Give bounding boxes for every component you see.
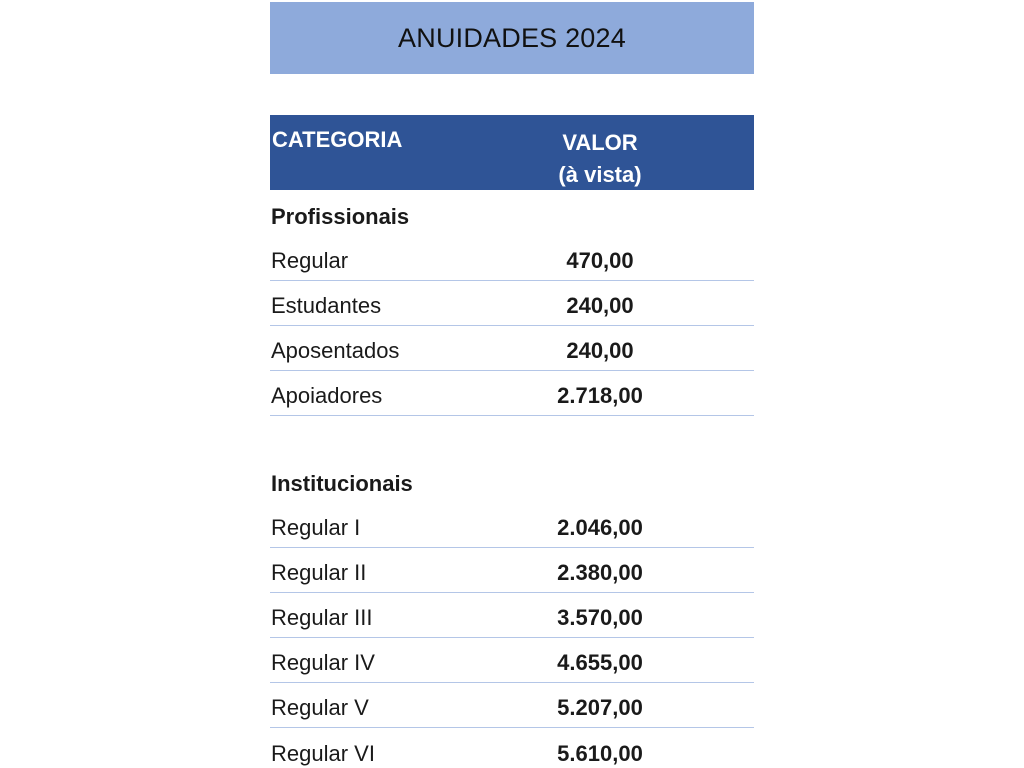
row-category: Apoiadores	[271, 383, 383, 408]
row-category: Aposentados	[271, 338, 400, 363]
row-category: Regular III	[271, 605, 373, 630]
column-header-value-line2: (à vista)	[558, 162, 642, 187]
column-header-category: CATEGORIA	[272, 127, 403, 152]
row-category: Regular	[271, 248, 349, 273]
table-row	[270, 371, 754, 416]
table-row	[270, 728, 754, 768]
section-spacer	[270, 416, 754, 457]
row-value: 5.207,00	[557, 695, 643, 720]
row-value: 5.610,00	[557, 741, 643, 766]
table-row	[270, 548, 754, 593]
table-row	[270, 281, 754, 326]
row-category: Regular IV	[271, 650, 375, 675]
row-value: 240,00	[566, 293, 634, 318]
row-category: Regular I	[271, 515, 361, 540]
row-value: 4.655,00	[557, 650, 643, 675]
table-row	[270, 683, 754, 728]
page-title: ANUIDADES 2024	[398, 22, 626, 53]
title-banner	[270, 2, 754, 74]
fees-table	[270, 115, 754, 768]
section-heading-label: Profissionais	[271, 204, 410, 229]
column-header-value-line1: VALOR	[562, 130, 638, 155]
row-value: 2.380,00	[557, 560, 643, 585]
row-value: 2.718,00	[557, 383, 643, 408]
section-heading-profissionais	[270, 190, 754, 236]
column-header-value	[530, 127, 670, 191]
table-header	[270, 115, 754, 190]
table-row	[270, 638, 754, 683]
row-value: 240,00	[566, 338, 634, 363]
section-heading-label: Institucionais	[271, 471, 413, 496]
row-value: 3.570,00	[557, 605, 643, 630]
row-category: Regular VI	[271, 741, 375, 766]
table-row	[270, 503, 754, 548]
row-value: 2.046,00	[557, 515, 643, 540]
row-value: 470,00	[566, 248, 634, 273]
row-category: Regular II	[271, 560, 367, 585]
row-category: Estudantes	[271, 293, 382, 318]
table-row	[270, 236, 754, 281]
section-heading-institucionais	[270, 457, 754, 503]
table-row	[270, 326, 754, 371]
row-category: Regular V	[271, 695, 369, 720]
table-row	[270, 593, 754, 638]
